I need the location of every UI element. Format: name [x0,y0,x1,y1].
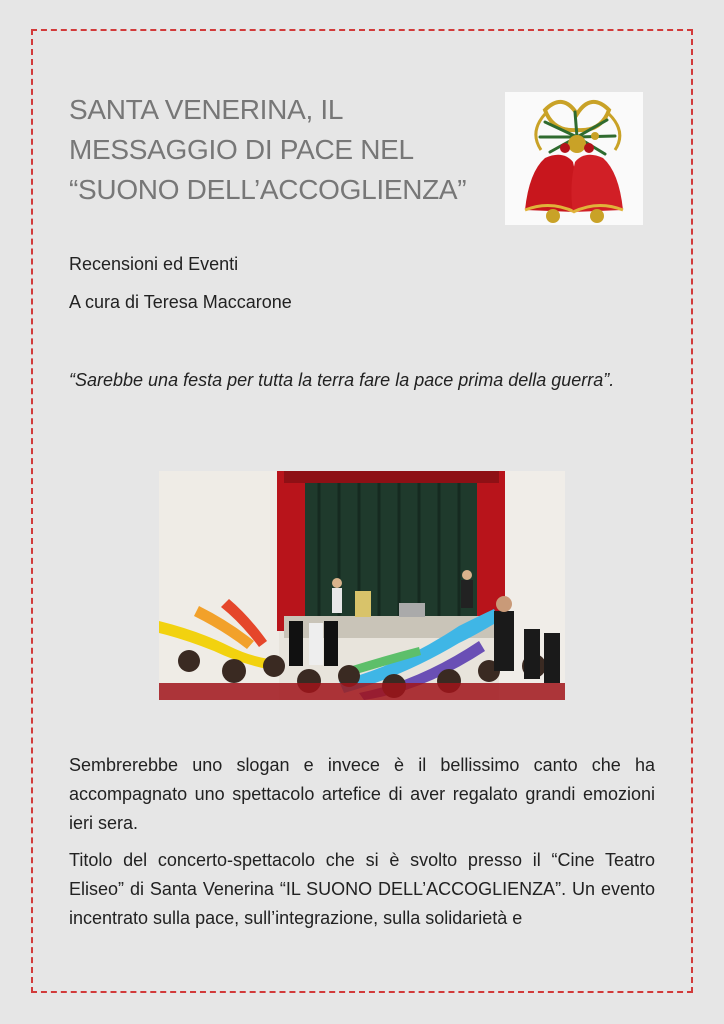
article-title: SANTA VENERINA, IL MESSAGGIO DI PACE NEL “SUONO DELL’ACCOGLIENZA” [69,94,467,205]
article-quote: “Sarebbe una festa per tutta la terra fare la pace prima della guerra”. [69,370,615,390]
article-author: A cura di Teresa Maccarone [69,292,292,312]
article-paragraph-2: Titolo del concerto-spettacolo che si è svolto presso il “Cine Teatro Eliseo” di Santa Venerina “IL SUONO DELL’ACCOGLIENZA”. Un evento incentrato sulla pace, sull’integrazione, sulla solidarietà e [69,850,655,928]
article-section: Recensioni ed Eventi [69,254,239,274]
christmas-bells-icon [505,92,643,225]
theatre-stage-performance-photo [159,471,565,700]
article-paragraph-1: Sembrerebbe uno slogan e invece è il bellissimo canto che ha accompagnato uno spettacolo artefice di aver regalato grandi emozioni ieri sera. [69,755,655,833]
